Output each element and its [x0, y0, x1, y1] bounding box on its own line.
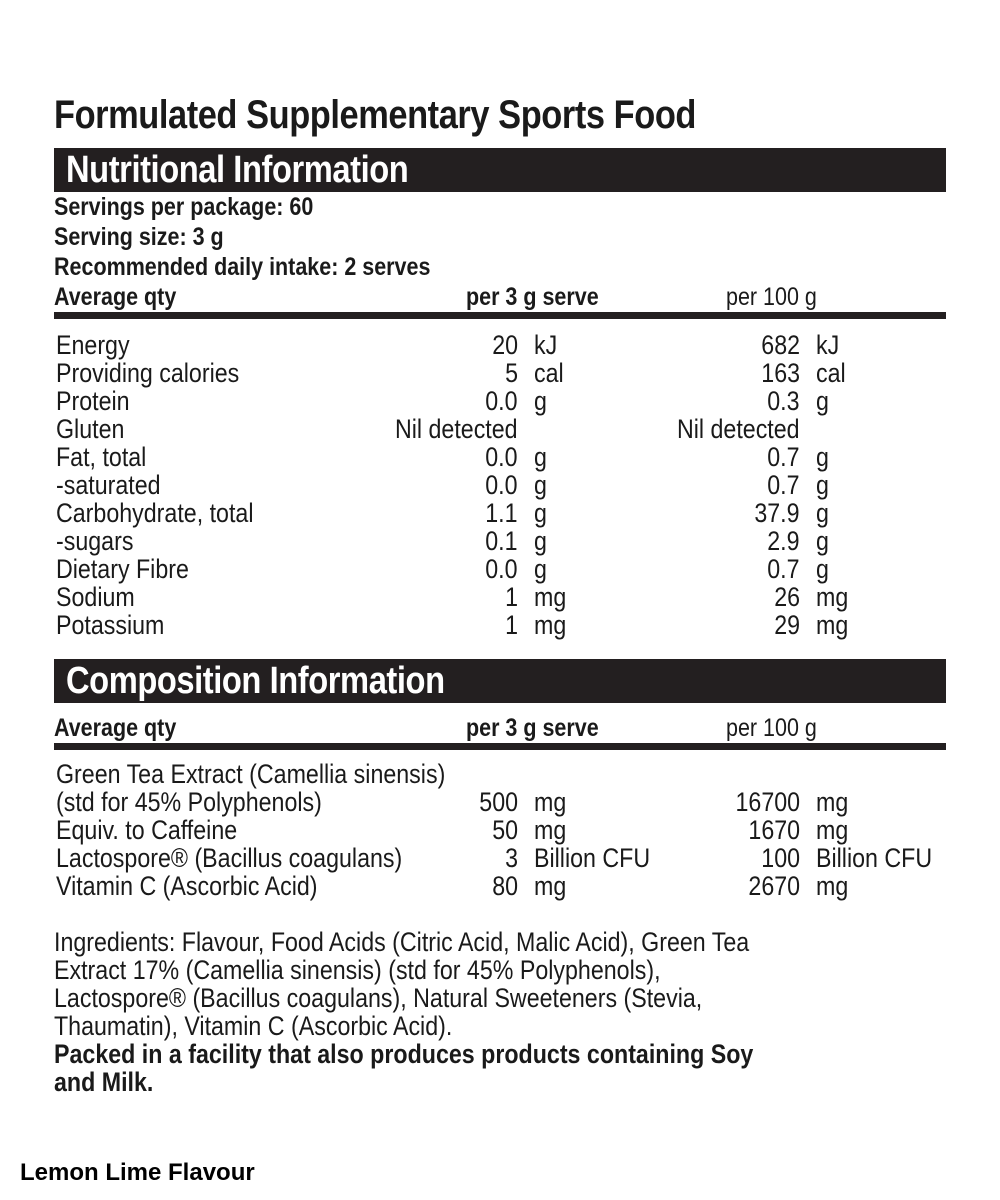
nutrient-name: Equiv. to Caffeine	[56, 815, 238, 845]
ingredients-statement	[54, 928, 1000, 1096]
per-serve-value: 1	[505, 610, 518, 640]
per-100g-value: 0.7	[767, 554, 800, 584]
nutrition-column-headers	[54, 282, 946, 312]
per-serve-value: 0.0	[485, 470, 518, 500]
column-header-average-qty: Average qty	[54, 283, 177, 311]
nutrient-name: Protein	[56, 386, 130, 416]
per-serve-value: 0.0	[485, 386, 518, 416]
per-100g-unit: g	[816, 554, 829, 584]
per-100g-value: 16700	[735, 787, 800, 817]
nutrition-label	[54, 90, 946, 1096]
per-100g-value: 163	[761, 358, 800, 388]
per-serve-unit: mg	[534, 582, 567, 612]
table-row	[54, 443, 946, 471]
nutrient-name: Dietary Fibre	[56, 554, 189, 584]
column-header-average-qty: Average qty	[54, 714, 177, 742]
per-100g-unit: cal	[816, 358, 846, 388]
per-serve-unit: g	[534, 554, 547, 584]
table-row	[54, 788, 946, 816]
per-100g-unit: mg	[816, 610, 849, 640]
flavour-name: Lemon Lime Flavour	[20, 1159, 255, 1186]
per-100g-value: 37.9	[754, 498, 800, 528]
composition-table	[54, 760, 946, 900]
table-row	[54, 527, 946, 555]
per-100g-unit: g	[816, 526, 829, 556]
per-100g-value: 100	[761, 843, 800, 873]
nutrient-name: Vitamin C (Ascorbic Acid)	[56, 871, 318, 901]
servings-per-package: Servings per package: 60	[54, 193, 314, 221]
table-row	[54, 844, 946, 872]
nutrient-name: Energy	[56, 330, 130, 360]
per-serve-value: 0.0	[485, 442, 518, 472]
table-row	[54, 415, 946, 443]
table-row	[54, 471, 946, 499]
nutrient-name: Gluten	[56, 414, 125, 444]
per-serve-unit: g	[534, 470, 547, 500]
per-serve-unit: cal	[534, 358, 564, 388]
table-row	[54, 555, 946, 583]
per-100g-unit: g	[816, 386, 829, 416]
per-serve-value: 500	[479, 787, 518, 817]
per-serve-value: 50	[492, 815, 518, 845]
ingredients-line: Lactospore® (Bacillus coagulans), Natural Sweeteners (Stevia,	[54, 983, 703, 1013]
column-header-per-serve: per 3 g serve	[466, 283, 599, 311]
nutrient-name: Green Tea Extract (Camellia sinensis)	[56, 759, 446, 789]
per-serve-unit: Billion CFU	[534, 843, 651, 873]
per-100g-unit: mg	[816, 815, 849, 845]
per-100g-value: 2670	[748, 871, 800, 901]
ingredients-line: Ingredients: Flavour, Food Acids (Citric Acid, Malic Acid), Green Tea	[54, 927, 750, 957]
per-serve-unit: mg	[534, 815, 567, 845]
per-serve-unit: mg	[534, 787, 567, 817]
per-serve-value: 0.0	[485, 554, 518, 584]
allergen-warning-line: Packed in a facility that also produces products containing Soy	[54, 1039, 754, 1069]
per-100g-unit: Billion CFU	[816, 843, 933, 873]
product-category-title: Formulated Supplementary Sports Food	[54, 93, 697, 137]
per-serve-value: 20	[492, 330, 518, 360]
nutrient-name: Providing calories	[56, 358, 240, 388]
per-serve-unit: mg	[534, 871, 567, 901]
per-serve-value: 5	[505, 358, 518, 388]
per-100g-value: 682	[761, 330, 800, 360]
per-100g-value: 29	[774, 610, 800, 640]
per-100g-value: 1670	[748, 815, 800, 845]
column-header-per-100g: per 100 g	[726, 283, 817, 311]
header-divider	[54, 743, 946, 750]
allergen-warning-line: and Milk.	[54, 1067, 154, 1097]
per-serve-unit: g	[534, 526, 547, 556]
per-100g-value: 2.9	[767, 526, 800, 556]
per-serve-unit: kJ	[534, 330, 558, 360]
column-header-per-100g: per 100 g	[726, 714, 817, 742]
nutrient-name: Carbohydrate, total	[56, 498, 254, 528]
per-100g-unit: mg	[816, 787, 849, 817]
nutrient-name: Sodium	[56, 582, 135, 612]
nutrient-name: -saturated	[56, 470, 161, 500]
table-row	[54, 816, 946, 844]
per-serve-value: 3	[505, 843, 518, 873]
per-100g-unit: mg	[816, 582, 849, 612]
table-row	[54, 359, 946, 387]
nutrient-name: Lactospore® (Bacillus coagulans)	[56, 843, 403, 873]
per-100g-value: 0.7	[767, 442, 800, 472]
composition-information-heading: Composition Information	[54, 659, 946, 703]
ingredients-line: Extract 17% (Camellia sinensis) (std for 45% Polyphenols),	[54, 955, 661, 985]
header-divider	[54, 312, 946, 319]
table-row	[54, 583, 946, 611]
table-row	[54, 611, 946, 639]
per-100g-value: 0.7	[767, 470, 800, 500]
per-serve-value: 80	[492, 871, 518, 901]
nutritional-information-heading: Nutritional Information	[54, 148, 946, 192]
serving-size: Serving size: 3 g	[54, 223, 224, 251]
table-row	[54, 331, 946, 359]
per-serve-unit: g	[534, 442, 547, 472]
per-100g-unit: g	[816, 442, 829, 472]
nutrient-name: (std for 45% Polyphenols)	[56, 787, 322, 817]
per-serve-value: 1	[505, 582, 518, 612]
nutrient-name: Potassium	[56, 610, 165, 640]
per-serve-unit: mg	[534, 610, 567, 640]
table-row	[54, 387, 946, 415]
per-100g-value: Nil detected	[677, 414, 800, 444]
column-header-per-serve: per 3 g serve	[466, 714, 599, 742]
recommended-daily-intake: Recommended daily intake: 2 serves	[54, 253, 431, 281]
nutrient-name: -sugars	[56, 526, 134, 556]
table-row	[54, 760, 946, 788]
per-serve-value: 0.1	[485, 526, 518, 556]
nutrition-table	[54, 331, 946, 639]
composition-column-headers	[54, 713, 946, 743]
per-100g-unit: g	[816, 498, 829, 528]
per-100g-unit: mg	[816, 871, 849, 901]
per-serve-value: Nil detected	[395, 414, 518, 444]
per-100g-unit: g	[816, 470, 829, 500]
ingredients-line: Thaumatin), Vitamin C (Ascorbic Acid).	[54, 1011, 453, 1041]
per-serve-value: 1.1	[485, 498, 518, 528]
per-serve-unit: g	[534, 498, 547, 528]
table-row	[54, 499, 946, 527]
per-serve-unit: g	[534, 386, 547, 416]
table-row	[54, 872, 946, 900]
per-100g-value: 0.3	[767, 386, 800, 416]
per-100g-unit: kJ	[816, 330, 840, 360]
per-100g-value: 26	[774, 582, 800, 612]
nutrient-name: Fat, total	[56, 442, 147, 472]
